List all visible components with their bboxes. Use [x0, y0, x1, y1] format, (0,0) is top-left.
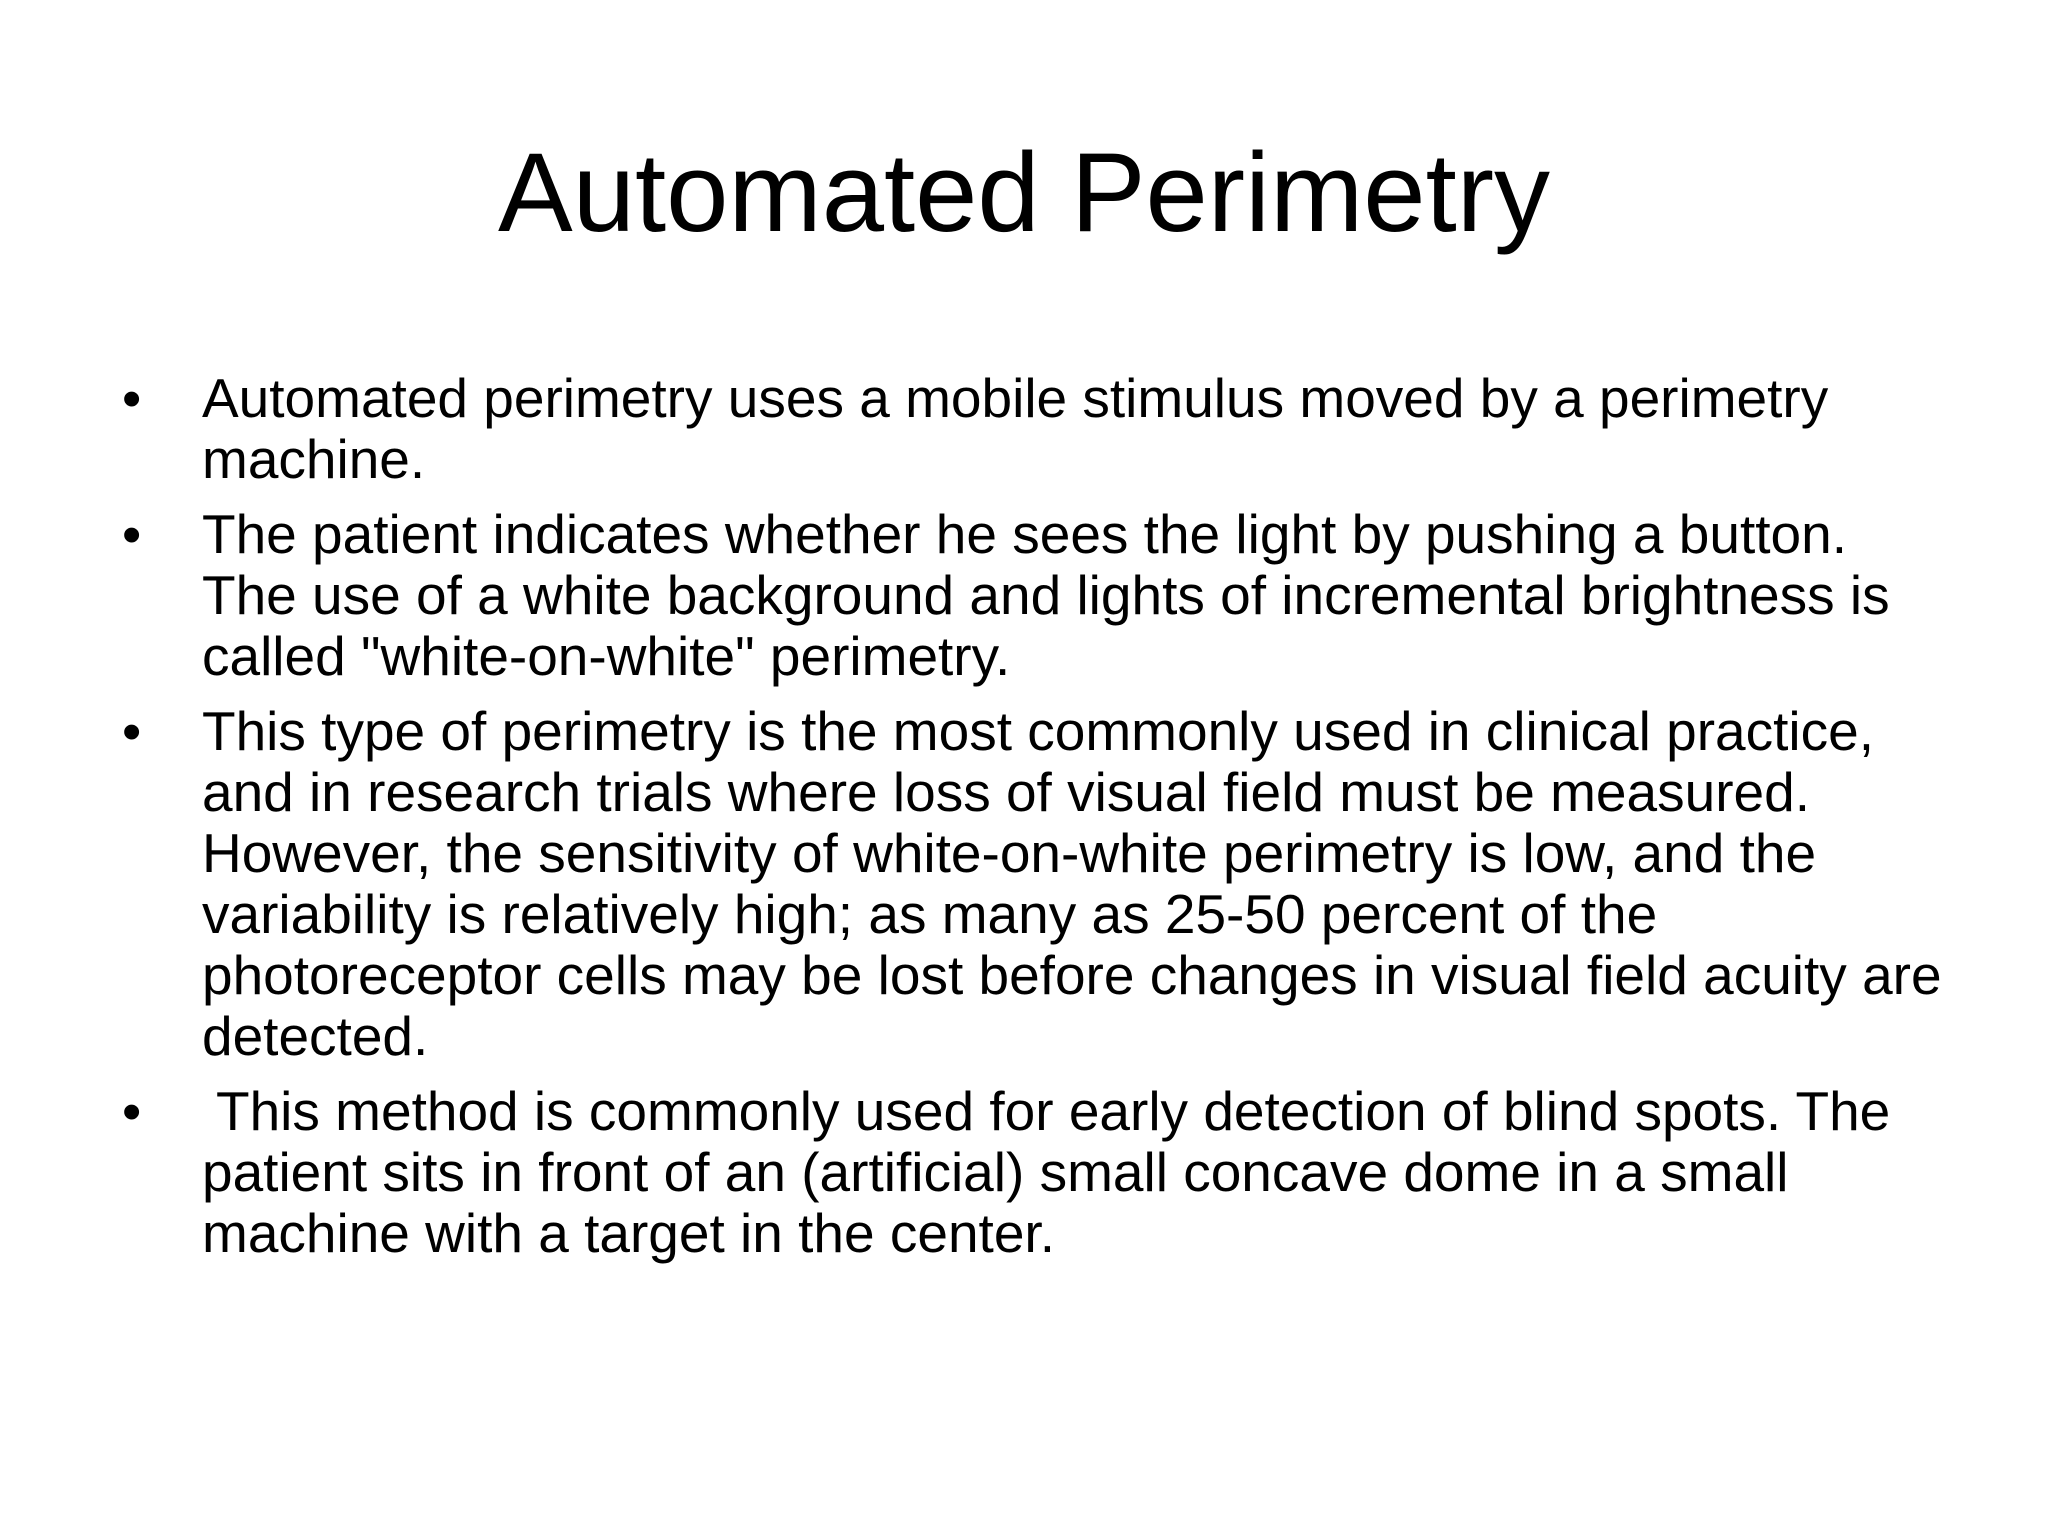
bullet-item: [122, 504, 1952, 687]
bullet-item: [122, 1081, 1952, 1264]
bullet-item: [122, 701, 1952, 1067]
bullet-point-icon: •: [122, 700, 142, 762]
bullet-point-icon: •: [122, 367, 142, 429]
bullet-list: [122, 368, 1952, 1278]
slide-title: Automated Perimetry: [498, 130, 1550, 255]
bullet-item: [122, 368, 1952, 490]
bullet-text: This method is commonly used for early detection of blind spots. The patient sits in front of an (artificial) small concave dome in a small machine with a target in the center.: [202, 1080, 1891, 1264]
bullet-text: This type of perimetry is the most commonly used in clinical practice, and in research trials where loss of visual field must be measured. However, the sensitivity of white-on-white perimetry is low, and the variability is relatively high; as many as 25-50 percent of the photoreceptor cells may be lost before changes in visual field acuity are detected.: [202, 700, 1942, 1067]
bullet-point-icon: •: [122, 1080, 142, 1142]
bullet-text: Automated perimetry uses a mobile stimulus moved by a perimetry machine.: [202, 367, 1829, 490]
bullet-point-icon: •: [122, 503, 142, 565]
bullet-text: The patient indicates whether he sees the light by pushing a button. The use of a white background and lights of incremental brightness is called "white-on-white" perimetry.: [202, 503, 1890, 687]
